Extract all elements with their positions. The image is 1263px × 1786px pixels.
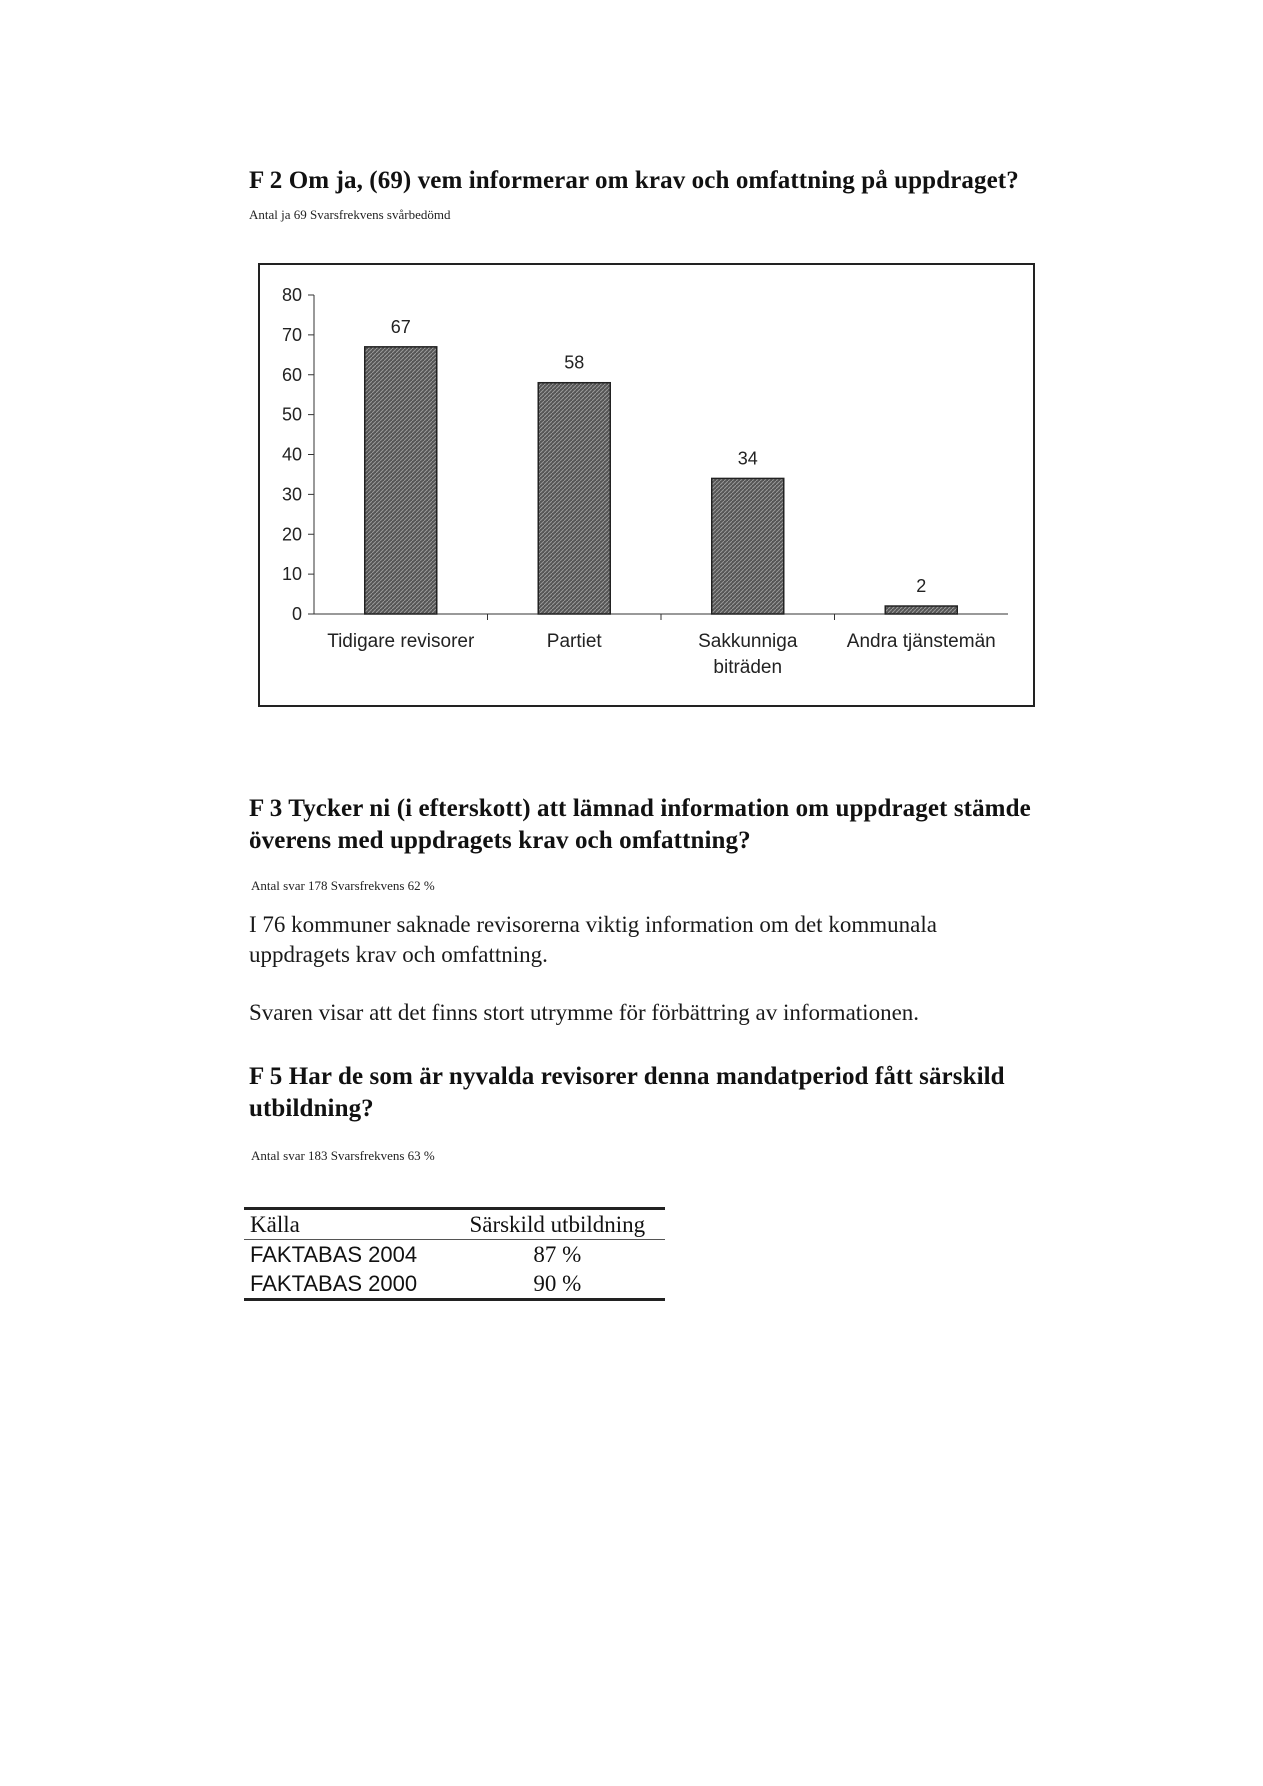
f3-heading-line2: överens med uppdragets krav och omfattning?	[249, 827, 751, 854]
y-tick-label: 70	[281, 324, 302, 345]
x-tick-label: Tidigare revisorer	[327, 631, 475, 652]
bar	[885, 606, 957, 614]
y-tick-label: 0	[291, 604, 302, 624]
f3-meta: Antal svar 178 Svarsfrekvens 62 %	[251, 878, 435, 893]
chart-frame	[258, 263, 1035, 707]
bar	[365, 347, 437, 614]
bar	[538, 383, 610, 614]
f2-meta: Antal ja 69 Svarsfrekvens svårbedömd	[249, 207, 451, 222]
x-tick-label: Andra tjänstemän	[846, 631, 996, 652]
x-tick-label: Partiet	[546, 631, 602, 652]
table-row	[244, 1240, 665, 1270]
x-tick-label: Sakkunniga biträden	[698, 631, 798, 678]
data-label: 2	[916, 576, 927, 597]
table-header-source: Källa	[250, 1212, 300, 1237]
table-cell-source: FAKTABAS 2000	[250, 1271, 418, 1296]
y-tick-label: 60	[281, 364, 302, 385]
f5-heading-line1: F 5 Har de som är nyvalda revisorer denna mandatperiod fått särskild	[249, 1063, 1005, 1090]
y-tick-label: 20	[281, 524, 302, 545]
f5-meta: Antal svar 183 Svarsfrekvens 63 %	[251, 1148, 435, 1163]
f2-heading: F 2 Om ja, (69) vem informerar om krav och omfattning på uppdraget?	[249, 167, 1019, 194]
table-cell-value: 87 %	[533, 1242, 582, 1267]
source-table	[244, 1207, 665, 1301]
table-cell-source: FAKTABAS 2004	[250, 1242, 418, 1267]
bar	[712, 478, 784, 614]
f5-heading-line2: utbildning?	[249, 1095, 374, 1122]
data-label: 67	[390, 316, 411, 337]
table-header-row	[244, 1209, 665, 1240]
f3-para1-line1: I 76 kommuner saknade revisorerna viktig information om det kommunala	[249, 912, 937, 937]
data-label: 58	[564, 352, 585, 373]
table-header-training: Särskild utbildning	[469, 1212, 646, 1237]
f3-para2: Svaren visar att det finns stort utrymme för förbättring av informationen.	[249, 1000, 920, 1025]
y-tick-label: 30	[281, 484, 302, 505]
table-row	[244, 1269, 665, 1300]
y-tick-label: 40	[281, 444, 302, 465]
bar-chart	[260, 265, 1037, 709]
y-tick-label: 80	[281, 285, 302, 305]
table-cell-value: 90 %	[533, 1271, 582, 1296]
f3-heading-line1: F 3 Tycker ni (i efterskott) att lämnad information om uppdraget stämde	[249, 795, 1031, 822]
y-tick-label: 50	[281, 404, 302, 425]
y-tick-label: 10	[281, 564, 302, 585]
f3-para1-line2: uppdragets krav och omfattning.	[249, 942, 548, 967]
data-label: 34	[737, 448, 758, 469]
